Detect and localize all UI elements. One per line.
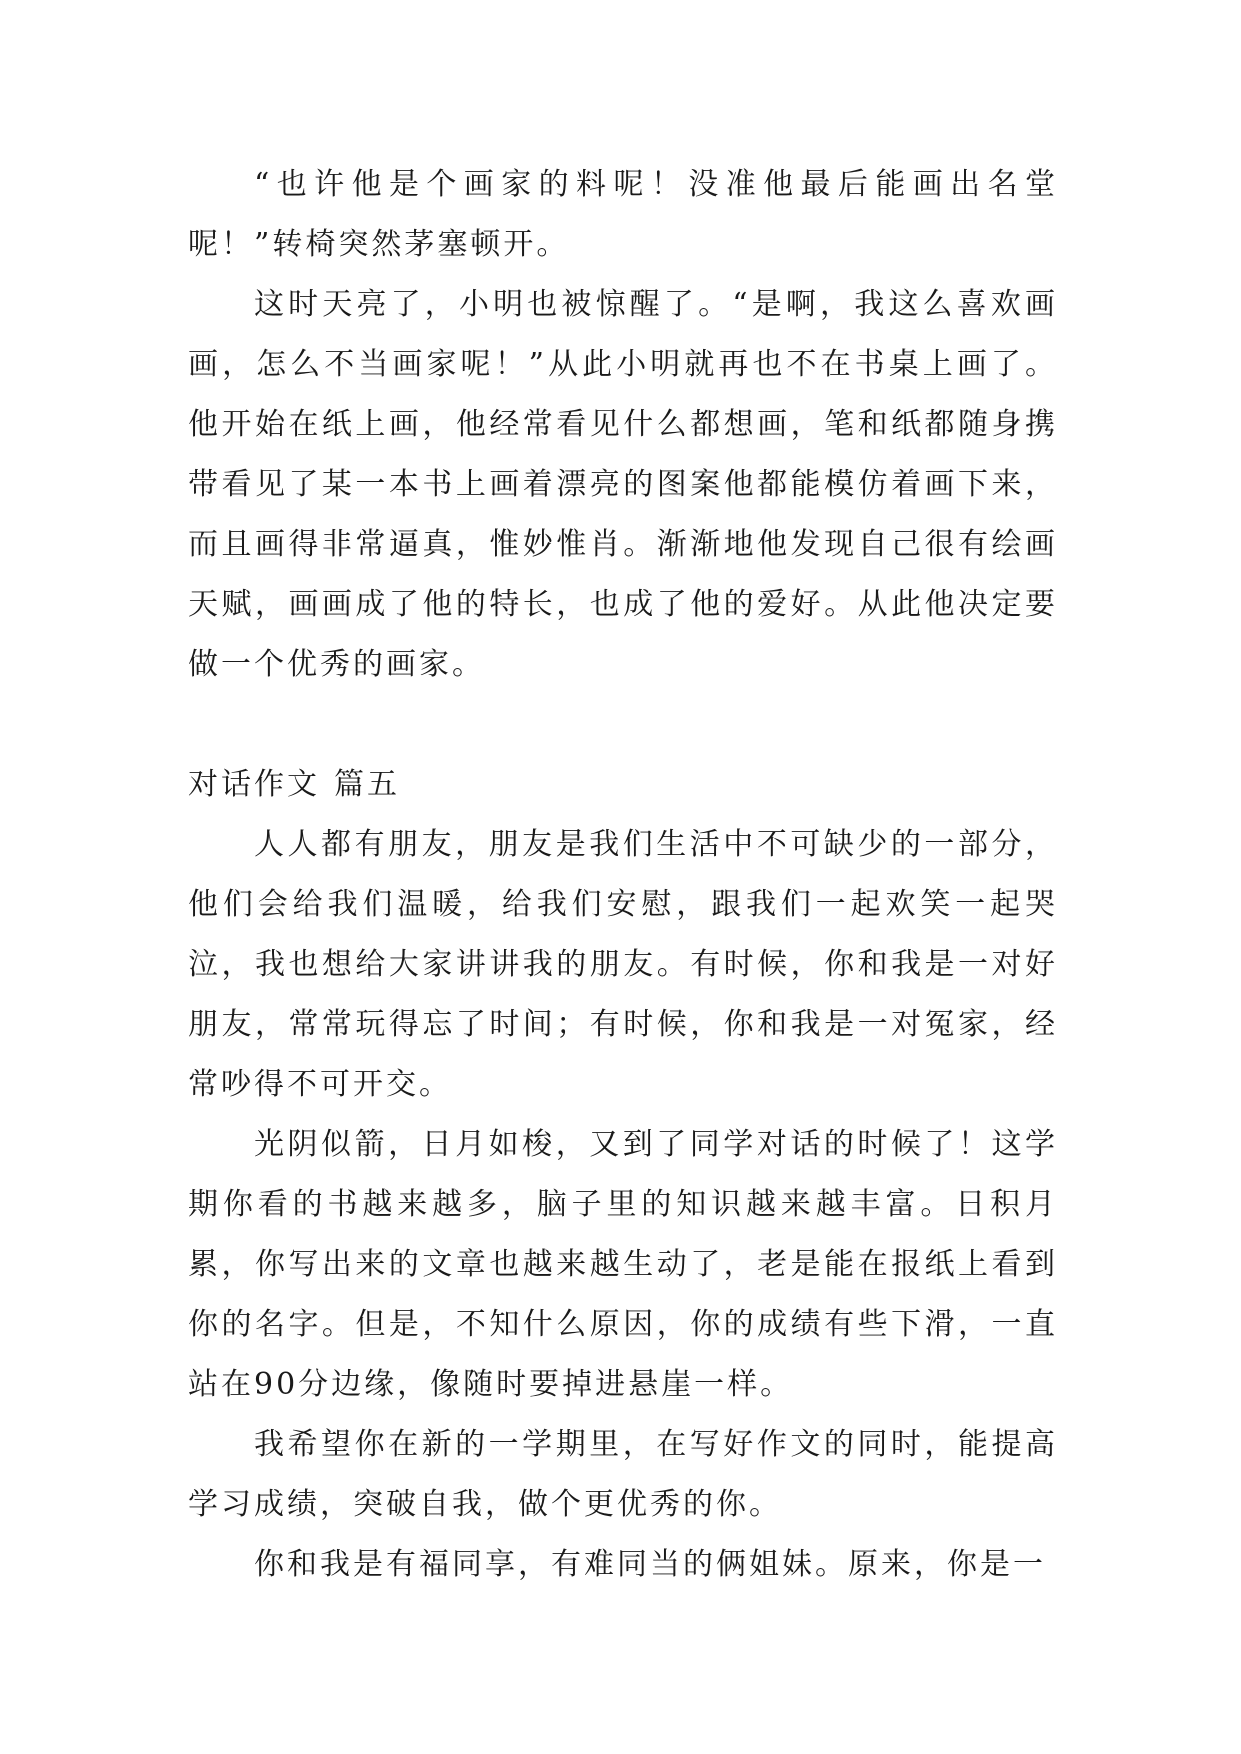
section-heading [188,755,1058,815]
paragraph-1: “也许他是个画家的料呢！没准他最后能画出名堂呢！”转椅突然茅塞顿开。 [188,167,1058,262]
paragraph-2: 这时天亮了，小明也被惊醒了。“是啊，我这么喜欢画画，怎么不当画家呢！”从此小明就再也不在书桌上画了。他开始在纸上画，他经常看见什么都想画，笔和纸都随身携带看见了某一本书上画着漂亮的图案他都能模仿着画下来，而且画得非常逼真，惟妙惟肖。渐渐地他发现自己很有绘画天赋，画画成了他的特长，也成了他的爱好。从此他决定要做一个优秀的画家。 [188,287,1058,682]
section-title: 对话作文 [188,767,320,802]
paragraph-4: 光阴似箭，日月如梭，又到了同学对话的时候了！这学期你看的书越来越多，脑子里的知识越来越丰富。日积月累，你写出来的文章也越来越生动了，老是能在报纸上看到你的名字。但是，不知什么原因，你的成绩有些下滑，一直站在90分边缘，像随时要掉进悬崖一样。 [188,1127,1058,1402]
paragraph-5: 我希望你在新的一学期里，在写好作文的同时，能提高学习成绩，突破自我，做个更优秀的你。 [188,1427,1058,1522]
document-body [188,155,1058,1595]
paragraph-6: 你和我是有福同享，有难同当的俩姐妹。原来，你是一 [254,1547,1046,1582]
section-subtitle: 篇五 [334,767,400,802]
paragraph-3: 人人都有朋友，朋友是我们生活中不可缺少的一部分，他们会给我们温暖，给我们安慰，跟我们一起欢笑一起哭泣，我也想给大家讲讲我的朋友。有时候，你和我是一对好朋友，常常玩得忘了时间；有时候，你和我是一对冤家，经常吵得不可开交。 [188,827,1058,1102]
